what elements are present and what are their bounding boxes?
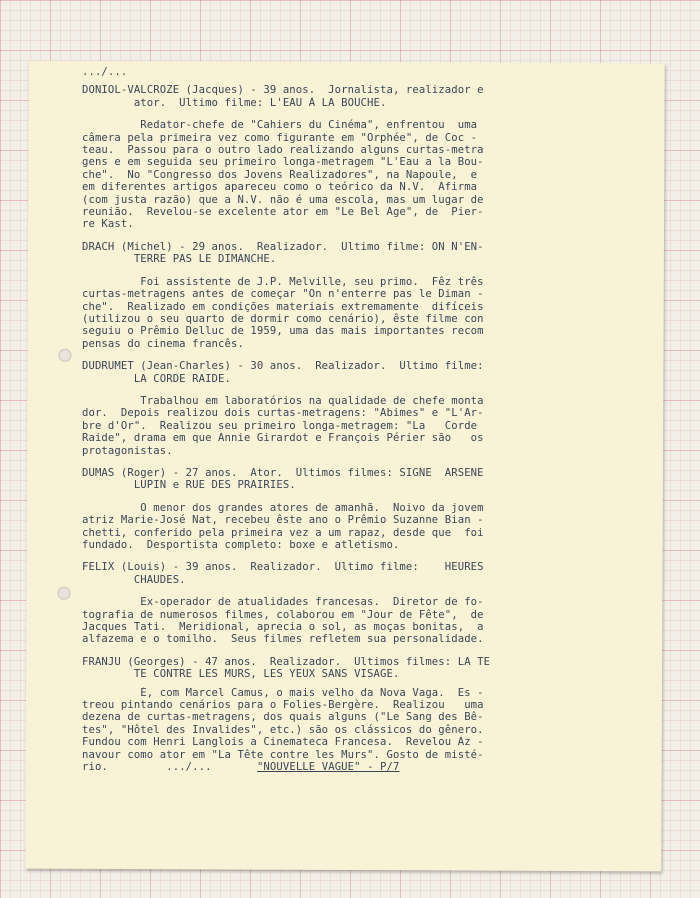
entry-body-line: Ex-operador de atualidades francesas. Diretor de fo- [82,596,484,609]
entry-heading: TERRE PAS LE DIMANCHE. [82,253,277,266]
entry-body-line: gens e em seguida seu primeiro longa-metragem "L'Eau a la Bou- [82,156,484,169]
entry-body-line: alfazema e o tomilho. Seus filmes refletem sua personalidade. [82,633,484,646]
footer-line [82,761,602,773]
entry-heading: ator. Último filme: L'EAU À LA BOUCHE. [82,96,387,109]
entry-body-line: O menor dos grandes atores de amanhã. Noivo da jovem [82,501,484,514]
entry-heading: DUDRUMET (Jean-Charles) - 30 anos. Realizador. Último filme: [82,360,484,373]
entry-heading: TE CONTRE LES MURS, LES YEUX SANS VISAGE. [82,668,400,681]
entry-body-line: dor. Depois realizou dois curtas-metragens: "Abimes" e "L'Ar- [82,407,484,420]
entry-body-line: É, com Marcel Camus, o mais velho da Nova Vaga. Es - [82,686,484,699]
entry-body-line: tes", "Hôtel des Invalides", etc.) são os clássicos do gênero. [82,723,484,736]
entry-body-line: atriz Marie-José Nat, recebeu êste ano o Prêmio Suzanne Bian - [82,514,484,527]
entry-body-line: seguiu o Prêmio Delluc de 1959, uma das mais importantes recom [82,325,484,338]
entry-body-line: chetti, conferido pela primeira vez a um rapaz, desde que foi [82,526,484,539]
entry-body-line: navour como ator em "La Tête contre les Murs". Gosto de misté- [82,748,484,761]
entry-body-line: Foi assistente de J.P. Melville, seu primo. Fêz três [82,275,484,288]
entry-body-line: Trabalhou em laboratórios na qualidade de chefe monta [82,394,484,407]
entry-body-line: reunião. Revelou-se excelente ator em "Le Bel Age", de Pier- [82,206,484,219]
entry-body-line: che". Realizado em condições materiais extremamente difíceis [82,300,484,313]
entry-body-line: curtas-metragens antes de começar "On n'enterre pas le Diman - [82,288,484,301]
entry-body-line: Raide", drama em que Annie Girardot e François Périer são os [82,432,484,445]
entry-heading: DRACH (Michel) - 29 anos. Realizador. Último filme: ON N'EN- [82,240,484,253]
punch-hole-lower [57,587,70,600]
entry-body-line: Fundou com Henri Langlois a Cinemateca Francesa. Revelou Az - [82,736,484,749]
entry-body-line: (utilizou o seu quarto de dormir como cenário), êste filme con [82,312,484,325]
continued-marker: .../... [82,66,128,78]
footer-continued-marker: .../... [166,761,212,774]
entry-body-line: teau. Passou para o outro lado realizando alguns curtas-metra [82,144,484,157]
entry-body-line: câmera pela primeira vez como figurante em "Orphée", de Coc - [82,131,478,144]
entry-body-line: re Kast. [82,218,134,231]
punch-hole-upper [58,349,71,362]
entry-body-line: protagonistas. [82,444,173,457]
entry-body-line: pensas do cinema francês. [82,337,244,350]
entry-heading: DONIOL-VALCROZE (Jacques) - 39 anos. Jornalista, realizador e [82,84,484,97]
entry-body-line: bre d'Or". Realizou seu primeiro longa-metragem: "La Corde [82,419,478,432]
entry-body-line: fundado. Desportista completo: boxe e atletismo. [82,539,400,551]
entry-heading: FRANJU (Georges) - 47 anos. Realizador. Últimos filmes: LA TE [82,655,491,668]
entry-body-line: Redator-chefe de "Cahiers du Cinéma", enfrentou uma [82,119,478,132]
entry-heading: LUPIN e RUE DES PRAIRIES. [82,479,296,492]
entry-body-line: treou pintando cenários para o Folies-Bergère. Realizou uma [82,699,484,712]
footer-last-word: rio. [82,761,108,774]
entry-heading: DUMAS (Roger) - 27 anos. Ator. Últimos filmes: SIGNE ARSENE [82,466,484,479]
entry-heading: LA CORDE RAIDE. [82,372,231,385]
footer-page-tag: "NOUVELLE VAGUE" - P/7 [256,761,400,774]
entry-body-line: tografia de numerosos filmes, colaborou em "Jour de Fête", de [82,608,484,621]
typed-text [82,66,602,774]
entry-body-line: Jacques Tati. Meridional, aprecia o sol, as moças bonitas, a [82,621,484,634]
entry-body-line: em diferentes artigos apareceu como o teórico da N.V. Afirma [82,181,478,194]
entry-body-line: che". No "Congresso dos Jovens Realizadores", na Napoule, e [82,168,478,181]
entry-body-line: dezena de curtas-metragens, dos quais alguns ("Le Sang des Bê- [82,711,484,724]
entry-heading: FELIX (Louis) - 39 anos. Realizador. Último filme: HEURES [82,561,484,574]
entry-body-line: (com justa razão) que a N.V. não é uma escola, mas um lugar de [82,193,484,206]
entry-heading: CHAUDES. [82,573,186,586]
